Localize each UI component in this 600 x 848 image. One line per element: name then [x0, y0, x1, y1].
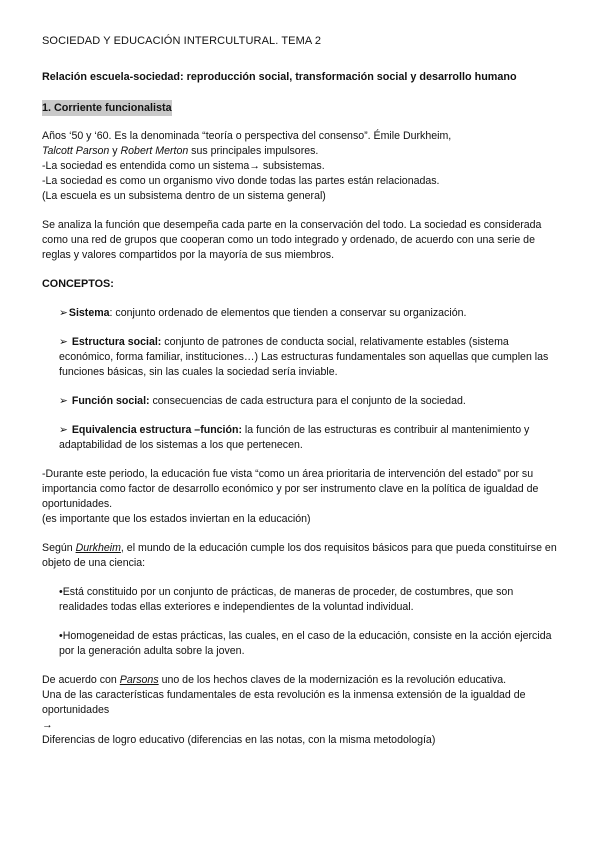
concept-text: la función de las estructuras es contribuir al mantenimiento y adaptabilidad de los sistemas a los que pertenecen. [59, 424, 530, 451]
parsons-prefix: De acuerdo con [42, 674, 120, 686]
parsons-line-1 [42, 673, 562, 688]
parsons-rest: uno de los hechos claves de la modernización es la revolución educativa. [158, 674, 507, 686]
function-paragraph: Se analiza la función que desempeña cada parte en la conservación del todo. La sociedad es considerada como una red de grupos que cooperan como un todo integrado y ordenado, de acuerdo con una serie de reglas y valores compartidos por la mayoría de sus miembros. [42, 219, 542, 261]
bullet-item: •Está constituido por un conjunto de prácticas, de maneras de proceder, de costumbres, que son realidades todas ellas exteriores e independientes de la voluntad individual. [59, 586, 514, 613]
durkheim-paragraph [42, 541, 562, 571]
concept-text: : conjunto ordenado de elementos que tienden a conservar su organización. [109, 307, 467, 319]
document-subtitle: Relación escuela-sociedad: reproducción social, transformación social y desarrollo humano [42, 71, 517, 83]
concept-item-estructura-social [59, 335, 562, 380]
intro-line-4: -La sociedad es como un organismo vivo donde todas las partes están relacionadas. [42, 175, 440, 187]
document-page [42, 34, 562, 762]
concepts-heading: CONCEPTOS: [42, 278, 114, 290]
parsons-name: Parsons [119, 674, 159, 686]
intro-line-5: (La escuela es un subsistema dentro de un sistema general) [42, 190, 326, 202]
arrow-bullet-icon: ➢ [59, 307, 68, 319]
period-text: -Durante este periodo, la educación fue vista “como un área prioritaria de intervención del estado” por su importancia como factor de desarrollo económico y por ser instrumento clave en la política de igualdad de oportunidades. [42, 468, 539, 510]
parsons-line-3: Diferencias de logro educativo (diferencias en las notas, con la misma metodología) [42, 734, 436, 746]
durkheim-prefix: Según [42, 542, 76, 554]
arrow-bullet-icon: ➢ [59, 395, 68, 407]
concept-item-funcion-social [59, 394, 562, 409]
period-paragraph [42, 467, 562, 527]
concept-item-equivalencia [59, 423, 562, 453]
concept-term: Sistema [68, 307, 110, 319]
parsons-line-2: Una de las características fundamentales de esta revolución es la inmensa extensión de la igualdad de oportunidades [42, 689, 526, 716]
intro-line-1: Años ‘50 y ‘60. Es la denominada “teoría o perspectiva del consenso”. Émile Durkheim, [42, 130, 452, 142]
author-robert-merton: Robert Merton [120, 145, 189, 157]
concept-term: Equivalencia estructura –función: [71, 424, 242, 436]
bullet-item: •Homogeneidad de estas prácticas, las cuales, en el caso de la educación, consiste en la acción ejercida por la generación adulta sobre la joven. [59, 630, 552, 657]
intro-line-2 [42, 144, 562, 159]
author-talcott-parson: Talcott Parson [42, 145, 110, 157]
concept-text: consecuencias de cada estructura para el conjunto de la sociedad. [149, 395, 466, 407]
durkheim-rest: , el mundo de la educación cumple los dos requisitos básicos para que pueda constituirse en objeto de una ciencia: [42, 542, 557, 569]
concept-item-sistema [59, 306, 562, 321]
section-heading: 1. Corriente funcionalista [42, 102, 172, 114]
arrow-bullet-icon: ➢ [59, 336, 68, 348]
document-header-title: SOCIEDAD Y EDUCACIÓN INTERCULTURAL. TEMA 2 [42, 35, 322, 47]
intro-and: y [109, 145, 121, 157]
right-arrow-icon: → [42, 719, 53, 731]
period-note: (es importante que los estados inviertan en la educación) [42, 513, 311, 525]
arrow-bullet-icon: ➢ [59, 424, 68, 436]
intro-line-3: -La sociedad es entendida como un sistema→ subsistemas. [42, 160, 325, 172]
parsons-paragraph [42, 673, 562, 748]
concept-term: Estructura social: [71, 336, 162, 348]
intro-line-2-rest: sus principales impulsores. [188, 145, 319, 157]
durkheim-name: Durkheim [75, 542, 121, 554]
concept-term: Función social: [71, 395, 150, 407]
concept-text: conjunto de patrones de conducta social, relativamente estables (sistema económico, forma familiar, instituciones…) Las estructuras fundamentales son aquellas que cumplen las funciones básicas, sin las cuales la sociedad sería inviable. [59, 336, 549, 378]
intro-paragraph [42, 129, 562, 204]
